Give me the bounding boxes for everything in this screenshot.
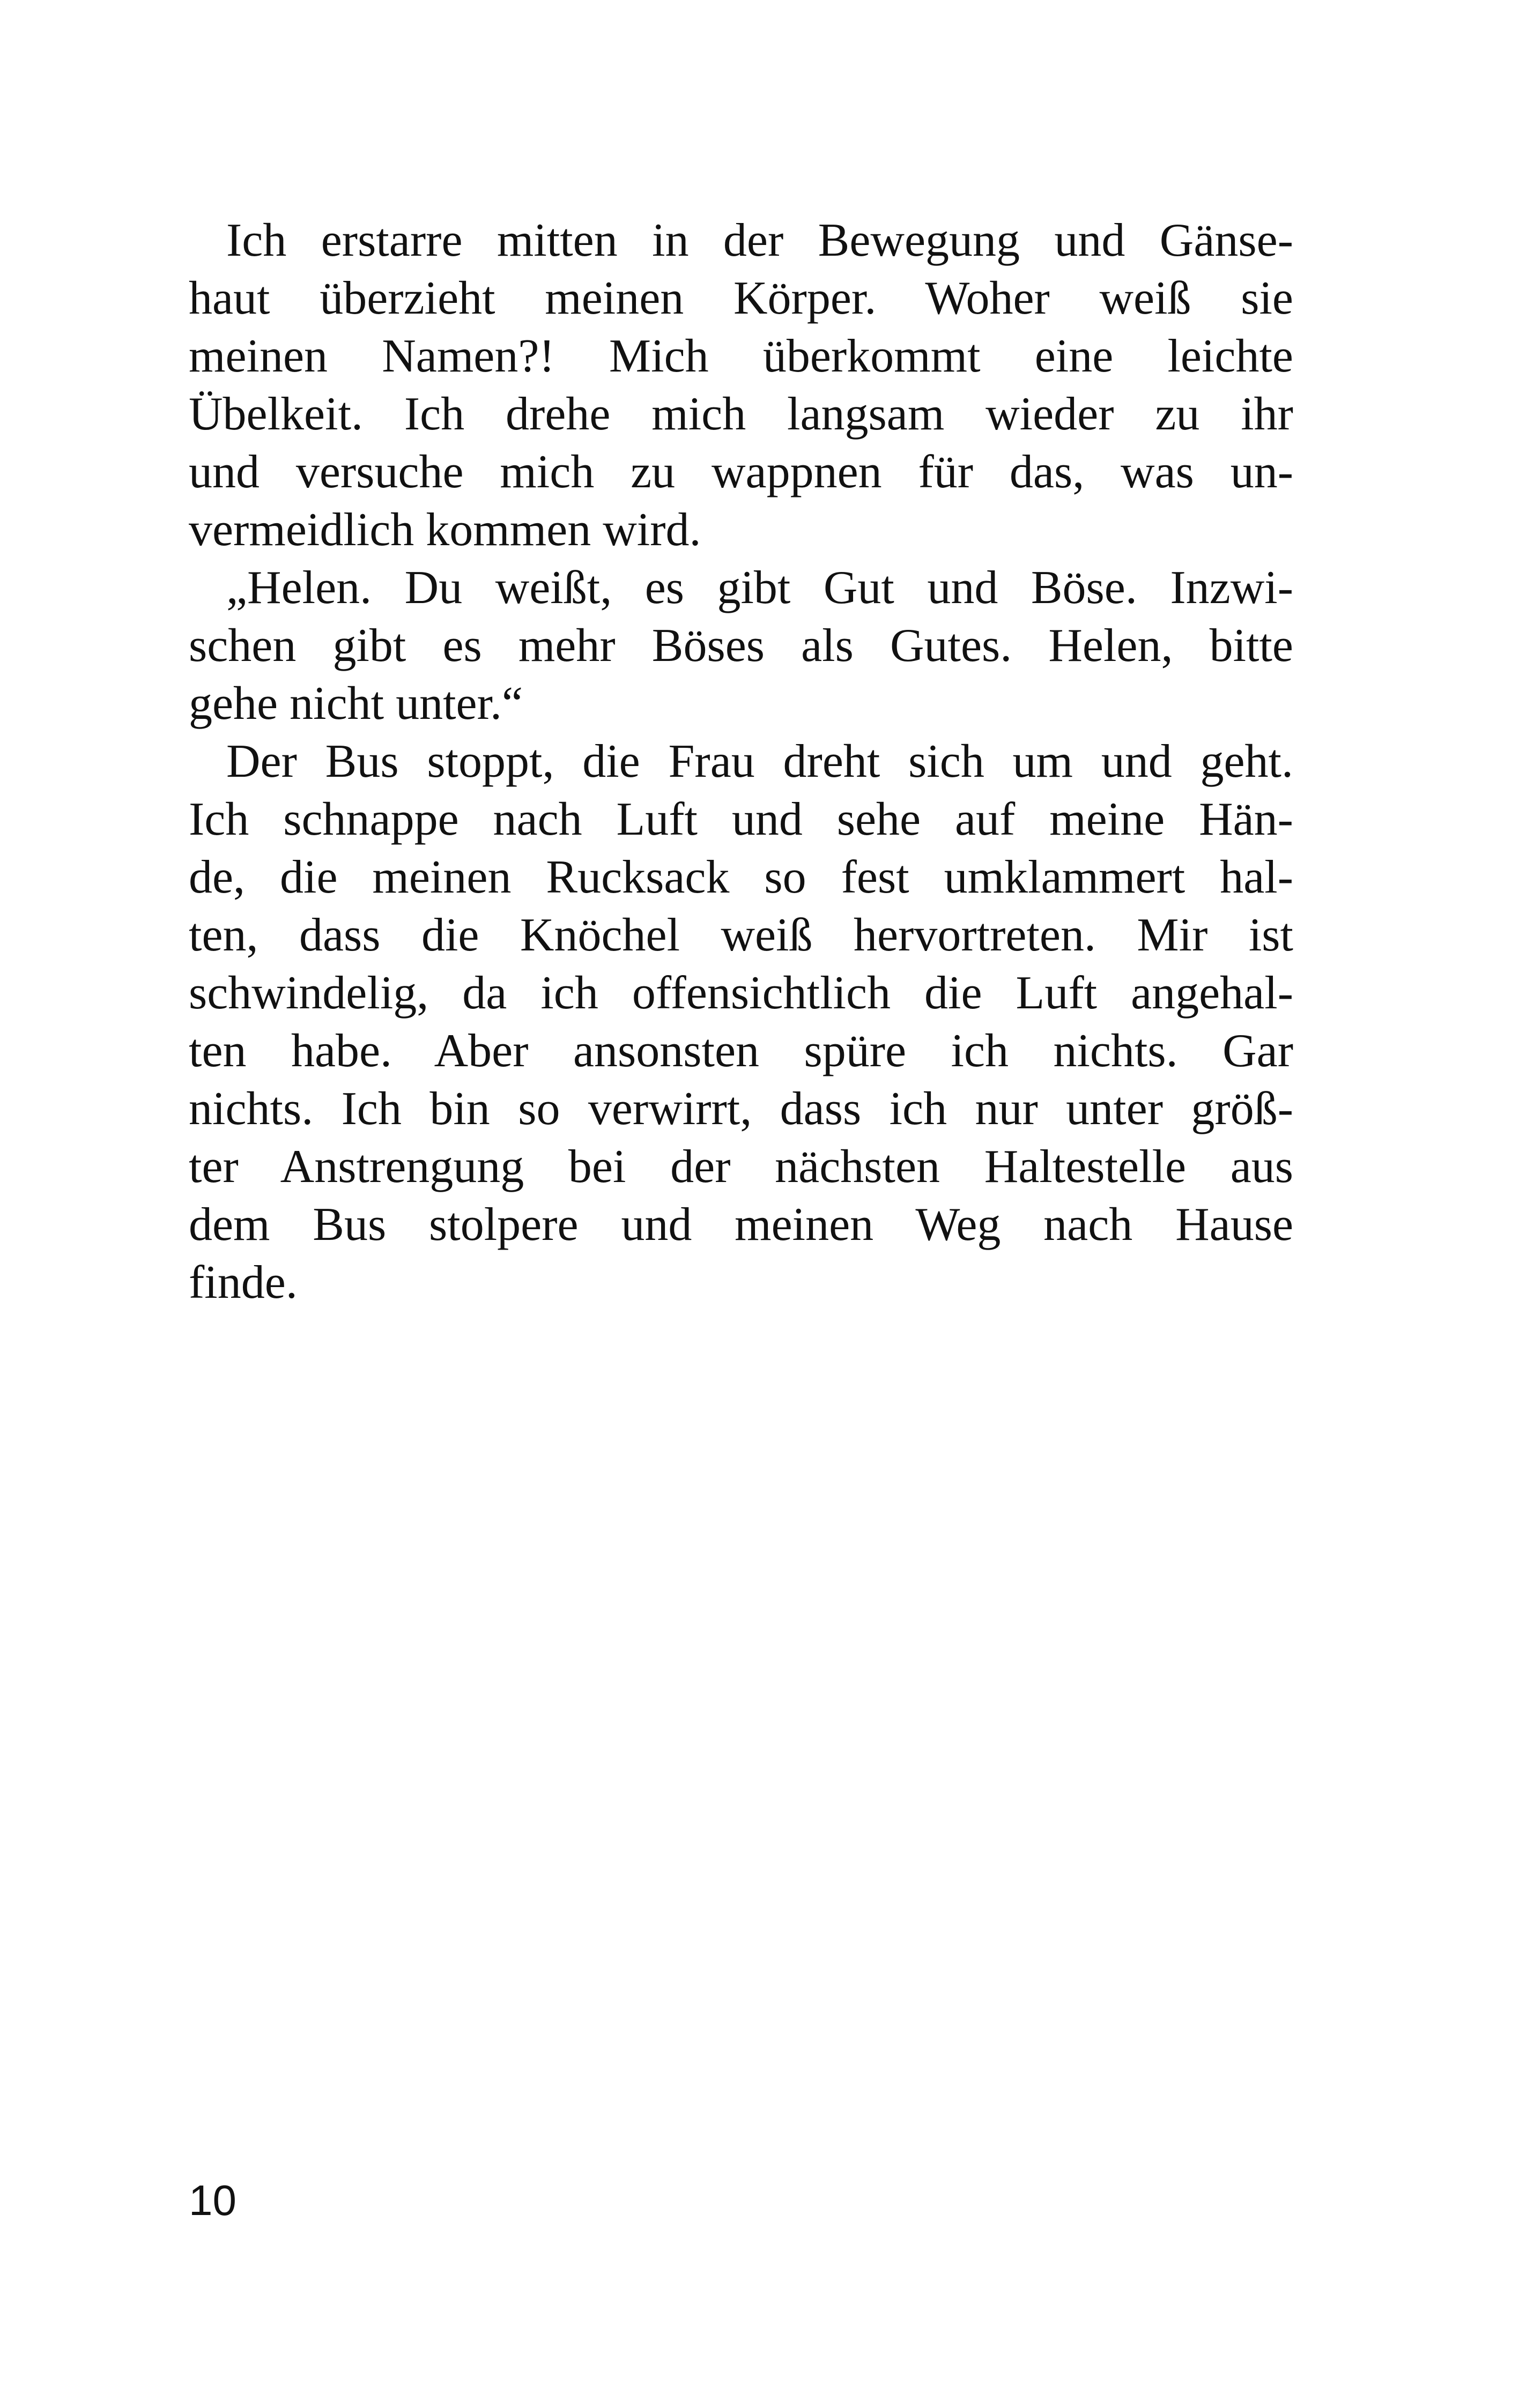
text-line: Ich schnappe nach Luft und sehe auf meine Hän- [189,793,1293,845]
text-line: Übelkeit. Ich drehe mich langsam wieder zu ihr [189,388,1293,440]
text-line: dem Bus stolpere und meinen Weg nach Hause [189,1199,1293,1251]
text-line: Ich erstarre mitten in der Bewegung und Gänse- [226,214,1293,266]
page-number: 10 [189,2176,236,2224]
text-line: meinen Namen?! Mich überkommt eine leichte [189,330,1293,382]
text-line: schwindelig, da ich offensichtlich die Luft angehal- [189,967,1293,1019]
text-line: finde. [189,1257,298,1309]
text-line: vermeidlich kommen wird. [189,504,701,556]
text-line: haut überzieht meinen Körper. Woher weiß sie [189,272,1293,324]
text-line: „Helen. Du weißt, es gibt Gut und Böse. Inzwi- [226,562,1293,614]
text-line: de, die meinen Rucksack so fest umklammert hal- [189,851,1293,903]
body-text [189,212,1293,1312]
text-line: ter Anstrengung bei der nächsten Haltestelle aus [189,1141,1293,1193]
text-line: Der Bus stoppt, die Frau dreht sich um und geht. [226,735,1293,787]
text-line: ten habe. Aber ansonsten spüre ich nichts. Gar [189,1025,1293,1077]
text-line: gehe nicht unter.“ [189,678,523,730]
text-line: und versuche mich zu wappnen für das, was un- [189,446,1293,498]
text-line: schen gibt es mehr Böses als Gutes. Helen, bitte [189,620,1293,672]
text-line: ten, dass die Knöchel weiß hervortreten. Mir ist [189,909,1293,961]
text-line: nichts. Ich bin so verwirrt, dass ich nur unter größ- [189,1083,1293,1135]
